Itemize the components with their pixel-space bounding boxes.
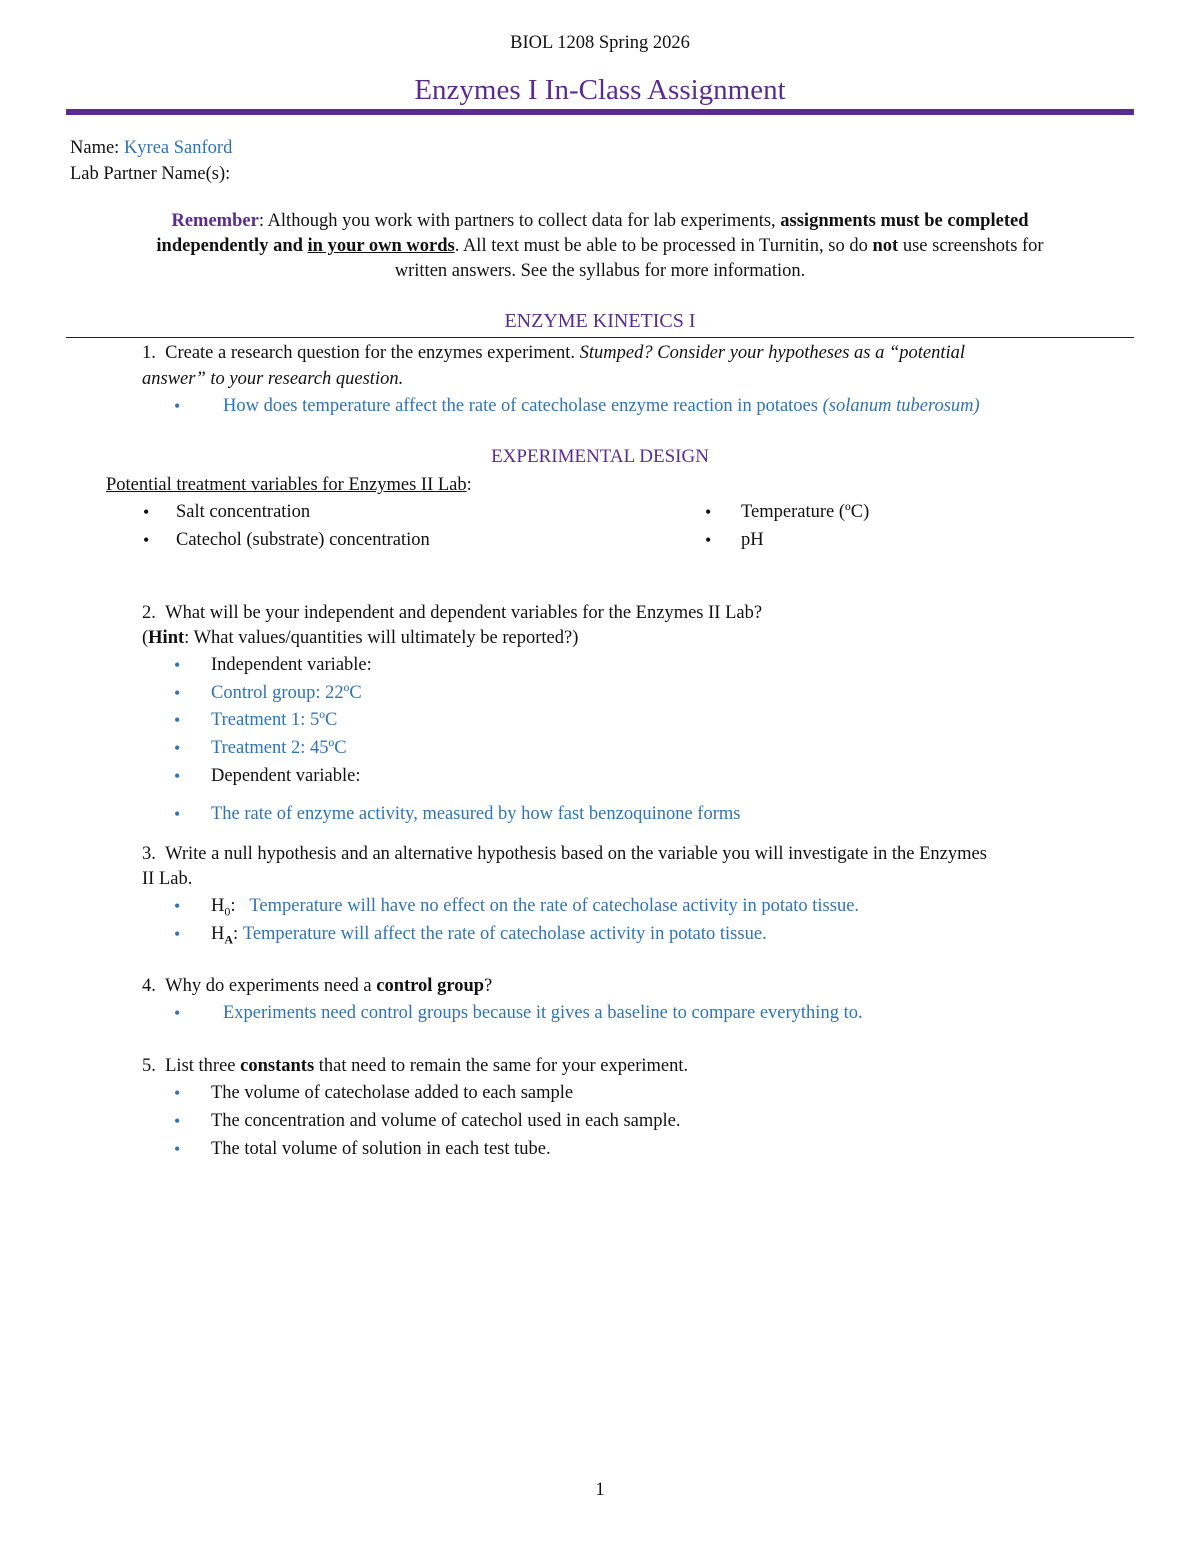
- title-divider: [66, 109, 1134, 115]
- bullet-icon: •: [174, 896, 181, 916]
- constant-item: The volume of catecholase added to each sample: [211, 1083, 574, 1103]
- variable-item: Catechol (substrate) concentration: [176, 530, 430, 550]
- remember-line-1: [0, 208, 1200, 234]
- remember-bold: assignments must be completed: [780, 211, 1029, 231]
- variable-item: Temperature (ºC): [741, 502, 870, 522]
- remember-label: Remember: [171, 211, 259, 231]
- remember-line-2: [0, 233, 1200, 259]
- constant-item: The concentration and volume of catechol used in each sample.: [211, 1111, 681, 1131]
- bullet-icon: •: [143, 502, 150, 522]
- question-1: 1. Create a research question for the enzymes experiment. Stumped? Consider your hypotheses as a “potential: [142, 343, 966, 363]
- null-hypothesis: $H_0$: Temperature will have no effect on the rate of catecholase activity in potato tissue.: [211, 896, 860, 919]
- section-heading-kinetics: ENZYME KINETICS I: [504, 310, 696, 332]
- page-title: Enzymes I In-Class Assignment: [414, 74, 786, 106]
- question-5: 5. List three constants that need to remain the same for your experiment.: [142, 1056, 689, 1076]
- alt-hypothesis: $H_A$: Temperature will affect the rate of catecholase activity in potato tissue.: [211, 924, 767, 947]
- question-3-cont: II Lab.: [142, 869, 193, 889]
- bullet-icon: •: [174, 924, 181, 944]
- variable-item: Salt concentration: [176, 502, 311, 522]
- bullet-icon: •: [174, 1083, 181, 1103]
- section-divider: [66, 337, 1134, 338]
- bullet-icon: •: [174, 1139, 181, 1159]
- question-2-hint: (Hint: What values/quantities will ultimately be reported?): [142, 628, 579, 648]
- partner-label: Lab Partner Name(s):: [70, 164, 231, 184]
- q2-answer: The rate of enzyme activity, measured by how fast benzoquinone forms: [211, 804, 741, 824]
- bullet-icon: •: [174, 683, 181, 703]
- question-2: 2. What will be your independent and dependent variables for the Enzymes II Lab?: [142, 603, 763, 623]
- q2-answer: Treatment 1: 5ºC: [211, 710, 338, 730]
- bullet-icon: •: [705, 502, 712, 522]
- question-4: 4. Why do experiments need a control group?: [142, 976, 493, 996]
- q2-item: Dependent variable:: [211, 766, 361, 786]
- remember-bold-not: not: [872, 236, 899, 256]
- bullet-icon: •: [705, 530, 712, 550]
- bullet-icon: •: [143, 530, 150, 550]
- question-1-cont: answer” to your research question.: [142, 369, 404, 389]
- q2-item: Independent variable:: [211, 655, 372, 675]
- remember-bold-2: independently and: [156, 236, 308, 256]
- q2-answer: Control group: 22ºC: [211, 683, 362, 703]
- remember-text-3: use screenshots for: [898, 236, 1044, 256]
- section-heading-design: EXPERIMENTAL DESIGN: [491, 446, 709, 467]
- remember-text: : Although you work with partners to collect data for lab experiments,: [258, 211, 781, 231]
- remember-line-3: written answers. See the syllabus for more information.: [394, 261, 806, 281]
- page-number: 1: [595, 1480, 605, 1500]
- bullet-icon: •: [174, 738, 181, 758]
- course-header: BIOL 1208 Spring 2026: [510, 33, 690, 53]
- variable-item: pH: [741, 530, 764, 550]
- constant-item: The total volume of solution in each test tube.: [211, 1139, 551, 1159]
- answer-1: How does temperature affect the rate of catecholase enzyme reaction in potatoes (solanum tuberosum): [223, 396, 980, 416]
- remember-underline: in your own words: [307, 236, 455, 256]
- q2-answer: Treatment 2: 45ºC: [211, 738, 347, 758]
- bullet-icon: •: [174, 1111, 181, 1131]
- bullet-icon: •: [174, 710, 181, 730]
- remember-text-2: . All text must be able to be processed in Turnitin, so do: [454, 236, 873, 256]
- bullet-icon: •: [174, 1003, 181, 1023]
- name-line: [70, 135, 232, 161]
- question-3: 3. Write a null hypothesis and an alternative hypothesis based on the variable you will investigate in the Enzymes: [142, 844, 987, 864]
- name-label: Name:: [70, 138, 120, 158]
- name-value: Kyrea Sanford: [123, 138, 233, 158]
- bullet-icon: •: [174, 804, 181, 824]
- bullet-icon: •: [174, 655, 181, 675]
- q4-answer: Experiments need control groups because it gives a baseline to compare everything to.: [223, 1003, 863, 1023]
- bullet-icon: •: [174, 396, 181, 416]
- variables-title: Potential treatment variables for Enzymes II Lab:: [106, 475, 472, 495]
- bullet-icon: •: [174, 766, 181, 786]
